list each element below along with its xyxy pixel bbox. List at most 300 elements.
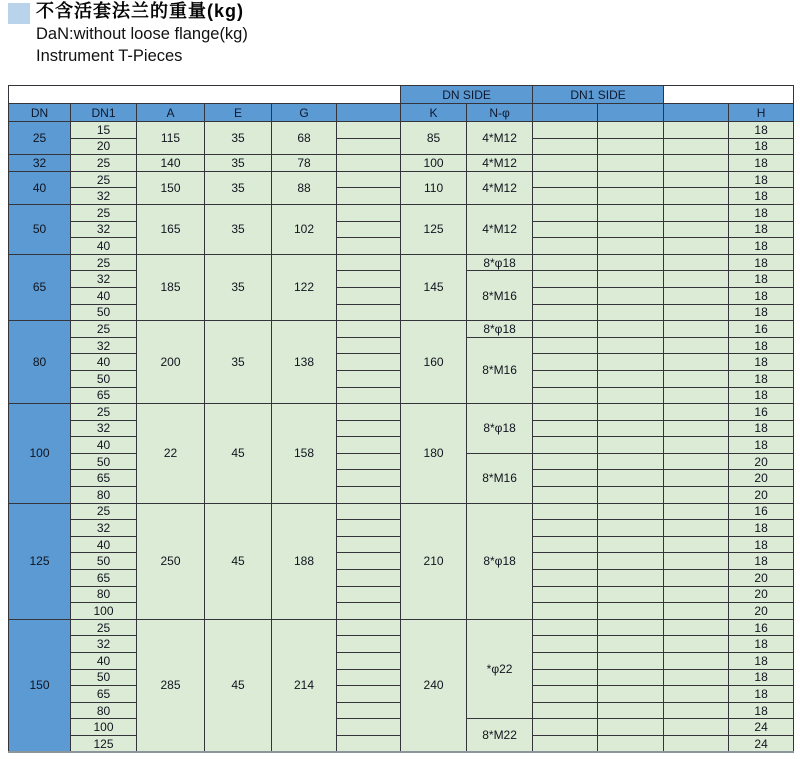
- blank-cell: [337, 354, 401, 371]
- dn1-side-cell: [598, 719, 664, 736]
- blank-cell: [664, 204, 729, 221]
- e-cell: 45: [205, 619, 272, 752]
- dn1-cell: 50: [71, 669, 137, 686]
- blank-cell: [337, 686, 401, 703]
- k-cell: 210: [401, 503, 467, 619]
- table-row-dn25: [9, 122, 794, 139]
- blank-cell: [664, 287, 729, 304]
- dn1-side-cell: [533, 271, 598, 288]
- blank-cell: [337, 387, 401, 404]
- a-cell: 150: [137, 171, 205, 204]
- blank-cell: [337, 470, 401, 487]
- h-cell: 18: [729, 420, 794, 437]
- g-cell: 88: [272, 171, 337, 204]
- blank-cell: [664, 122, 729, 139]
- band-dn-side: DN SIDE: [401, 86, 533, 104]
- dn1-side-cell: [598, 603, 664, 620]
- dn1-side-cell: [533, 686, 598, 703]
- dn1-side-cell: [533, 487, 598, 504]
- table-row-dn32: [9, 155, 794, 172]
- k-cell: 180: [401, 404, 467, 504]
- dn1-side-cell: [598, 354, 664, 371]
- dn1-cell: 32: [71, 520, 137, 537]
- h-cell: 18: [729, 653, 794, 670]
- blank-cell: [664, 536, 729, 553]
- table-row-dn50: [9, 204, 794, 221]
- dn1-side-cell: [533, 437, 598, 454]
- h-cell: 20: [729, 487, 794, 504]
- h-cell: 20: [729, 570, 794, 587]
- h-cell: 18: [729, 304, 794, 321]
- dn1-side-cell: [598, 702, 664, 719]
- blank-cell: [664, 553, 729, 570]
- blank-cell: [337, 155, 401, 172]
- h-cell: 16: [729, 503, 794, 520]
- g-cell: 138: [272, 321, 337, 404]
- dn1-side-cell: [533, 553, 598, 570]
- table-row-dn125: [9, 503, 794, 520]
- dn1-cell: 40: [71, 354, 137, 371]
- dn1-cell: 25: [71, 155, 137, 172]
- dn1-side-cell: [533, 503, 598, 520]
- blank-cell: [337, 636, 401, 653]
- column-header-e: E: [205, 104, 272, 122]
- blank-cell: [664, 735, 729, 752]
- dn-cell: 65: [9, 254, 71, 320]
- dn1-side-cell: [598, 420, 664, 437]
- dn1-cell: 80: [71, 487, 137, 504]
- title-accent-square: [8, 3, 30, 24]
- dn1-cell: 32: [71, 221, 137, 238]
- dn1-cell: 32: [71, 420, 137, 437]
- blank-cell: [664, 304, 729, 321]
- blank-cell: [337, 553, 401, 570]
- blank-cell: [664, 669, 729, 686]
- nphi-cell: 4*M12: [467, 122, 533, 155]
- a-cell: 115: [137, 122, 205, 155]
- dn1-side-cell: [598, 520, 664, 537]
- dn1-side-cell: [598, 536, 664, 553]
- nphi-cell: 8*M16: [467, 453, 533, 503]
- blank-cell: [337, 453, 401, 470]
- h-cell: 18: [729, 702, 794, 719]
- dn1-side-cell: [533, 304, 598, 321]
- dn1-side-cell: [533, 653, 598, 670]
- table-row-dn65: [9, 254, 794, 271]
- a-cell: 250: [137, 503, 205, 619]
- dn1-side-cell: [598, 686, 664, 703]
- dn1-side-cell: [533, 204, 598, 221]
- dn1-cell: 25: [71, 321, 137, 338]
- dn1-cell: 50: [71, 553, 137, 570]
- dn1-cell: 100: [71, 603, 137, 620]
- blank-cell: [337, 603, 401, 620]
- dn1-side-cell: [598, 155, 664, 172]
- k-cell: 240: [401, 619, 467, 752]
- table-row-dn40: [9, 171, 794, 188]
- h-cell: 18: [729, 254, 794, 271]
- band-dn1-side: DN1 SIDE: [533, 86, 664, 104]
- dn1-side-cell: [533, 586, 598, 603]
- dn1-side-cell: [598, 254, 664, 271]
- dn1-side-cell: [533, 287, 598, 304]
- h-cell: 18: [729, 636, 794, 653]
- dn1-side-cell: [533, 221, 598, 238]
- title-block: [8, 0, 248, 67]
- dn-cell: 32: [9, 155, 71, 172]
- blank-cell: [337, 138, 401, 155]
- g-cell: 188: [272, 503, 337, 619]
- column-header-dn1: DN1: [71, 104, 137, 122]
- blank-cell: [337, 503, 401, 520]
- dn1-side-cell: [598, 238, 664, 255]
- h-cell: 18: [729, 520, 794, 537]
- dn1-side-cell: [598, 503, 664, 520]
- h-cell: 20: [729, 586, 794, 603]
- blank-cell: [664, 686, 729, 703]
- dn1-side-cell: [533, 735, 598, 752]
- blank-cell: [337, 188, 401, 205]
- blank-cell: [337, 520, 401, 537]
- blank-cell: [337, 487, 401, 504]
- dn1-cell: 25: [71, 171, 137, 188]
- dn-cell: 100: [9, 404, 71, 504]
- dn1-side-cell: [533, 188, 598, 205]
- dn1-cell: 20: [71, 138, 137, 155]
- h-cell: 18: [729, 271, 794, 288]
- h-cell: 16: [729, 619, 794, 636]
- band-spacer-left: [9, 86, 401, 104]
- a-cell: 165: [137, 204, 205, 254]
- e-cell: 45: [205, 404, 272, 504]
- table-row-dn100: [9, 404, 794, 421]
- a-cell: 22: [137, 404, 205, 504]
- table-row-dn150: [9, 619, 794, 636]
- g-cell: 214: [272, 619, 337, 752]
- dn1-side-cell: [598, 404, 664, 421]
- h-cell: 18: [729, 337, 794, 354]
- e-cell: 35: [205, 254, 272, 320]
- g-cell: 158: [272, 404, 337, 504]
- blank-cell: [664, 470, 729, 487]
- blank-cell: [337, 204, 401, 221]
- dn1-side-cell: [533, 238, 598, 255]
- column-header-blank-9: [598, 104, 664, 122]
- e-cell: 35: [205, 122, 272, 155]
- dn1-side-cell: [533, 404, 598, 421]
- dn-cell: 25: [9, 122, 71, 155]
- blank-cell: [337, 420, 401, 437]
- dn1-side-cell: [533, 470, 598, 487]
- dn1-side-cell: [598, 171, 664, 188]
- dn-cell: 125: [9, 503, 71, 619]
- nphi-cell: 4*M12: [467, 171, 533, 204]
- blank-cell: [337, 735, 401, 752]
- h-cell: 24: [729, 719, 794, 736]
- blank-cell: [664, 221, 729, 238]
- dn1-side-cell: [533, 669, 598, 686]
- blank-cell: [337, 221, 401, 238]
- blank-cell: [664, 719, 729, 736]
- t-pieces-dimension-table: [8, 85, 794, 753]
- dn1-side-cell: [533, 387, 598, 404]
- blank-cell: [664, 570, 729, 587]
- dn1-cell: 65: [71, 387, 137, 404]
- h-cell: 18: [729, 122, 794, 139]
- dn1-side-cell: [598, 487, 664, 504]
- h-cell: 18: [729, 171, 794, 188]
- k-cell: 100: [401, 155, 467, 172]
- a-cell: 185: [137, 254, 205, 320]
- blank-cell: [664, 155, 729, 172]
- dn1-cell: 40: [71, 287, 137, 304]
- dn1-cell: 25: [71, 404, 137, 421]
- dn1-side-cell: [598, 204, 664, 221]
- g-cell: 102: [272, 204, 337, 254]
- blank-cell: [664, 603, 729, 620]
- h-cell: 18: [729, 287, 794, 304]
- dn1-side-cell: [598, 138, 664, 155]
- blank-cell: [664, 503, 729, 520]
- dn1-cell: 125: [71, 735, 137, 752]
- dn1-side-cell: [598, 122, 664, 139]
- dn1-cell: 40: [71, 536, 137, 553]
- e-cell: 35: [205, 171, 272, 204]
- dn1-cell: 65: [71, 470, 137, 487]
- blank-cell: [664, 453, 729, 470]
- blank-cell: [664, 437, 729, 454]
- blank-cell: [337, 254, 401, 271]
- dn-cell: 80: [9, 321, 71, 404]
- dn1-cell: 40: [71, 238, 137, 255]
- dn1-side-cell: [533, 420, 598, 437]
- dn1-side-cell: [598, 470, 664, 487]
- dn1-cell: 25: [71, 503, 137, 520]
- blank-cell: [664, 370, 729, 387]
- dn1-cell: 80: [71, 702, 137, 719]
- e-cell: 45: [205, 503, 272, 619]
- k-cell: 110: [401, 171, 467, 204]
- table-row-dn80: [9, 321, 794, 338]
- blank-cell: [337, 171, 401, 188]
- dn1-side-cell: [598, 370, 664, 387]
- dn1-side-cell: [598, 437, 664, 454]
- dn1-side-cell: [598, 586, 664, 603]
- a-cell: 285: [137, 619, 205, 752]
- dn1-cell: 100: [71, 719, 137, 736]
- column-header-row: [9, 104, 794, 122]
- dn1-side-cell: [598, 669, 664, 686]
- blank-cell: [337, 536, 401, 553]
- h-cell: 18: [729, 188, 794, 205]
- nphi-cell: 8*φ18: [467, 321, 533, 338]
- blank-cell: [664, 188, 729, 205]
- dn1-side-cell: [533, 337, 598, 354]
- dn1-side-cell: [533, 155, 598, 172]
- blank-cell: [337, 337, 401, 354]
- blank-cell: [664, 321, 729, 338]
- page-title: 不含活套法兰的重量(kg): [36, 1, 244, 21]
- h-cell: 18: [729, 221, 794, 238]
- dn1-side-cell: [598, 387, 664, 404]
- dn1-cell: 32: [71, 188, 137, 205]
- nphi-cell: 8*M22: [467, 719, 533, 752]
- blank-cell: [664, 404, 729, 421]
- column-header-blank-8: [533, 104, 598, 122]
- dn1-cell: 50: [71, 304, 137, 321]
- dn1-cell: 32: [71, 636, 137, 653]
- dn1-side-cell: [598, 221, 664, 238]
- blank-cell: [664, 387, 729, 404]
- h-cell: 18: [729, 669, 794, 686]
- dn1-cell: 80: [71, 586, 137, 603]
- dn1-cell: 15: [71, 122, 137, 139]
- dn1-side-cell: [598, 653, 664, 670]
- blank-cell: [337, 570, 401, 587]
- blank-cell: [664, 354, 729, 371]
- k-cell: 85: [401, 122, 467, 155]
- nphi-cell: 8*M16: [467, 271, 533, 321]
- h-cell: 16: [729, 321, 794, 338]
- column-header-dn: DN: [9, 104, 71, 122]
- blank-cell: [337, 702, 401, 719]
- h-cell: 18: [729, 138, 794, 155]
- column-header-blank-10: [664, 104, 729, 122]
- blank-cell: [664, 138, 729, 155]
- dn1-side-cell: [598, 453, 664, 470]
- h-cell: 18: [729, 238, 794, 255]
- dn1-side-cell: [598, 304, 664, 321]
- dn1-side-cell: [598, 735, 664, 752]
- dn1-side-cell: [533, 636, 598, 653]
- h-cell: 18: [729, 686, 794, 703]
- k-cell: 145: [401, 254, 467, 320]
- dn1-side-cell: [533, 719, 598, 736]
- dn1-side-cell: [533, 603, 598, 620]
- dn1-side-cell: [598, 188, 664, 205]
- g-cell: 68: [272, 122, 337, 155]
- dn1-side-cell: [533, 453, 598, 470]
- band-row: [9, 86, 794, 104]
- column-header-g: G: [272, 104, 337, 122]
- column-header-a: A: [137, 104, 205, 122]
- h-cell: 24: [729, 735, 794, 752]
- dn1-cell: 25: [71, 204, 137, 221]
- h-cell: 20: [729, 470, 794, 487]
- blank-cell: [337, 437, 401, 454]
- dn1-cell: 32: [71, 337, 137, 354]
- h-cell: 16: [729, 404, 794, 421]
- h-cell: 18: [729, 204, 794, 221]
- a-cell: 140: [137, 155, 205, 172]
- blank-cell: [664, 653, 729, 670]
- g-cell: 122: [272, 254, 337, 320]
- dn1-cell: 65: [71, 570, 137, 587]
- column-header-blank-5: [337, 104, 401, 122]
- dn1-side-cell: [598, 553, 664, 570]
- blank-cell: [664, 520, 729, 537]
- column-header-h: H: [729, 104, 794, 122]
- blank-cell: [337, 719, 401, 736]
- e-cell: 35: [205, 155, 272, 172]
- blank-cell: [337, 370, 401, 387]
- dn-cell: 50: [9, 204, 71, 254]
- dn1-side-cell: [533, 138, 598, 155]
- band-spacer-right: [664, 86, 794, 104]
- dn1-cell: 50: [71, 370, 137, 387]
- blank-cell: [337, 287, 401, 304]
- blank-cell: [664, 487, 729, 504]
- h-cell: 18: [729, 437, 794, 454]
- dn1-cell: 25: [71, 619, 137, 636]
- h-cell: 18: [729, 354, 794, 371]
- dn1-cell: 40: [71, 437, 137, 454]
- dn1-cell: 65: [71, 686, 137, 703]
- blank-cell: [664, 337, 729, 354]
- column-header-k: K: [401, 104, 467, 122]
- blank-cell: [337, 404, 401, 421]
- h-cell: 18: [729, 553, 794, 570]
- h-cell: 18: [729, 155, 794, 172]
- subtitle-product-name: Instrument T-Pieces: [36, 47, 183, 65]
- subtitle-weight-note: DaN:without loose flange(kg): [36, 25, 248, 43]
- blank-cell: [337, 321, 401, 338]
- e-cell: 35: [205, 204, 272, 254]
- dn1-side-cell: [598, 636, 664, 653]
- h-cell: 20: [729, 453, 794, 470]
- blank-cell: [664, 619, 729, 636]
- nphi-cell: *φ22: [467, 619, 533, 719]
- nphi-cell: 8*φ18: [467, 254, 533, 271]
- dn1-side-cell: [533, 570, 598, 587]
- dn1-cell: 40: [71, 653, 137, 670]
- dn-cell: 150: [9, 619, 71, 752]
- blank-cell: [664, 171, 729, 188]
- dn1-cell: 25: [71, 254, 137, 271]
- k-cell: 160: [401, 321, 467, 404]
- dn1-side-cell: [533, 122, 598, 139]
- dn1-side-cell: [598, 337, 664, 354]
- blank-cell: [664, 271, 729, 288]
- dn1-side-cell: [533, 702, 598, 719]
- blank-cell: [337, 122, 401, 139]
- blank-cell: [337, 271, 401, 288]
- h-cell: 18: [729, 370, 794, 387]
- blank-cell: [337, 669, 401, 686]
- g-cell: 78: [272, 155, 337, 172]
- dn1-side-cell: [598, 570, 664, 587]
- e-cell: 35: [205, 321, 272, 404]
- nphi-cell: 4*M12: [467, 155, 533, 172]
- dn1-side-cell: [598, 321, 664, 338]
- a-cell: 200: [137, 321, 205, 404]
- dn1-side-cell: [598, 619, 664, 636]
- column-header-n-: N-φ: [467, 104, 533, 122]
- blank-cell: [664, 702, 729, 719]
- blank-cell: [664, 636, 729, 653]
- blank-cell: [337, 238, 401, 255]
- dn-cell: 40: [9, 171, 71, 204]
- dn1-side-cell: [533, 370, 598, 387]
- nphi-cell: 8*φ18: [467, 503, 533, 619]
- blank-cell: [664, 586, 729, 603]
- dn1-side-cell: [533, 619, 598, 636]
- k-cell: 125: [401, 204, 467, 254]
- dn1-side-cell: [533, 520, 598, 537]
- nphi-cell: 8*φ18: [467, 404, 533, 454]
- dn1-cell: 32: [71, 271, 137, 288]
- dn1-cell: 50: [71, 453, 137, 470]
